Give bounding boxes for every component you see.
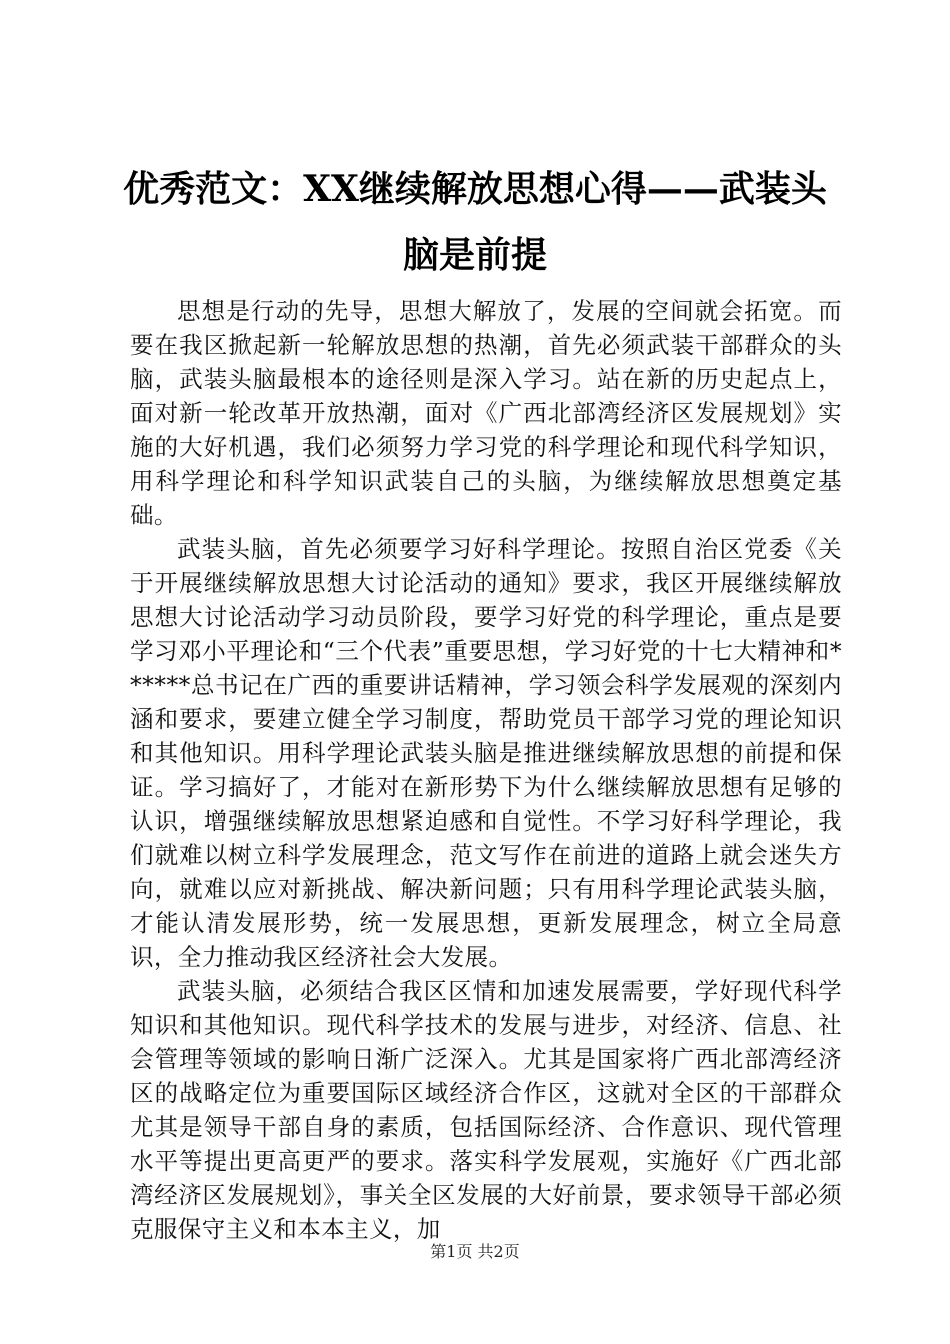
page-number-footer: 第1页 共2页 <box>430 1242 520 1261</box>
document-body <box>130 294 842 1246</box>
paragraph-1: 思想是行动的先导，思想大解放了，发展的空间就会拓宽。而要在我区掀起新一轮解放思想的热潮，首先必须武装干部群众的头脑，武装头脑最根本的途径则是深入学习。站在新的历史起点上，面对新一轮改革开放热潮，面对《广西北部湾经济区发展规划》实施的大好机遇，我们必须努力学习党的科学理论和现代科学知识，用科学理论和科学知识武装自己的头脑，为继续解放思想奠定基础。 <box>130 297 842 529</box>
paragraph-2: 武装头脑，首先必须要学习好科学理论。按照自治区党委《关于开展继续解放思想大讨论活动的通知》要求，我区开展继续解放思想大讨论活动学习动员阶段，要学习好党的科学理论，重点是要学习邓小平理论和“三个代表”重要思想，学习好党的十七大精神和******总书记在广西的重要讲话精神，学习领会科学发展观的深刻内涵和要求，要建立健全学习制度，帮助党员干部学习党的理论知识和其他知识。用科学理论武装头脑是推进继续解放思想的前提和保证。学习搞好了，才能对在新形势下为什么继续解放思想有足够的认识，增强继续解放思想紧迫感和自觉性。不学习好科学理论，我们就难以树立科学发展理念，范文写作在前进的道路上就会迷失方向，就难以应对新挑战、解决新问题；只有用科学理论武装头脑，才能认清发展形势，统一发展思想，更新发展理念，树立全局意识，全力推动我区经济社会大发展。 <box>130 535 842 971</box>
paragraph-3: 武装头脑，必须结合我区区情和加速发展需要，学好现代科学知识和其他知识。现代科学技术的发展与进步，对经济、信息、社会管理等领域的影响日渐广泛深入。尤其是国家将广西北部湾经济区的战略定位为重要国际区域经济合作区，这就对全区的干部群众尤其是领导干部自身的素质，包括国际经济、合作意识、现代管理水平等提出更高更严的要求。落实科学发展观，实施好《广西北部湾经济区发展规划》，事关全区发展的大好前景，要求领导干部必须克服保守主义和本本主义，加 <box>130 977 842 1243</box>
document-title: 优秀范文：XX继续解放思想心得——武装头脑是前提 <box>123 168 827 276</box>
